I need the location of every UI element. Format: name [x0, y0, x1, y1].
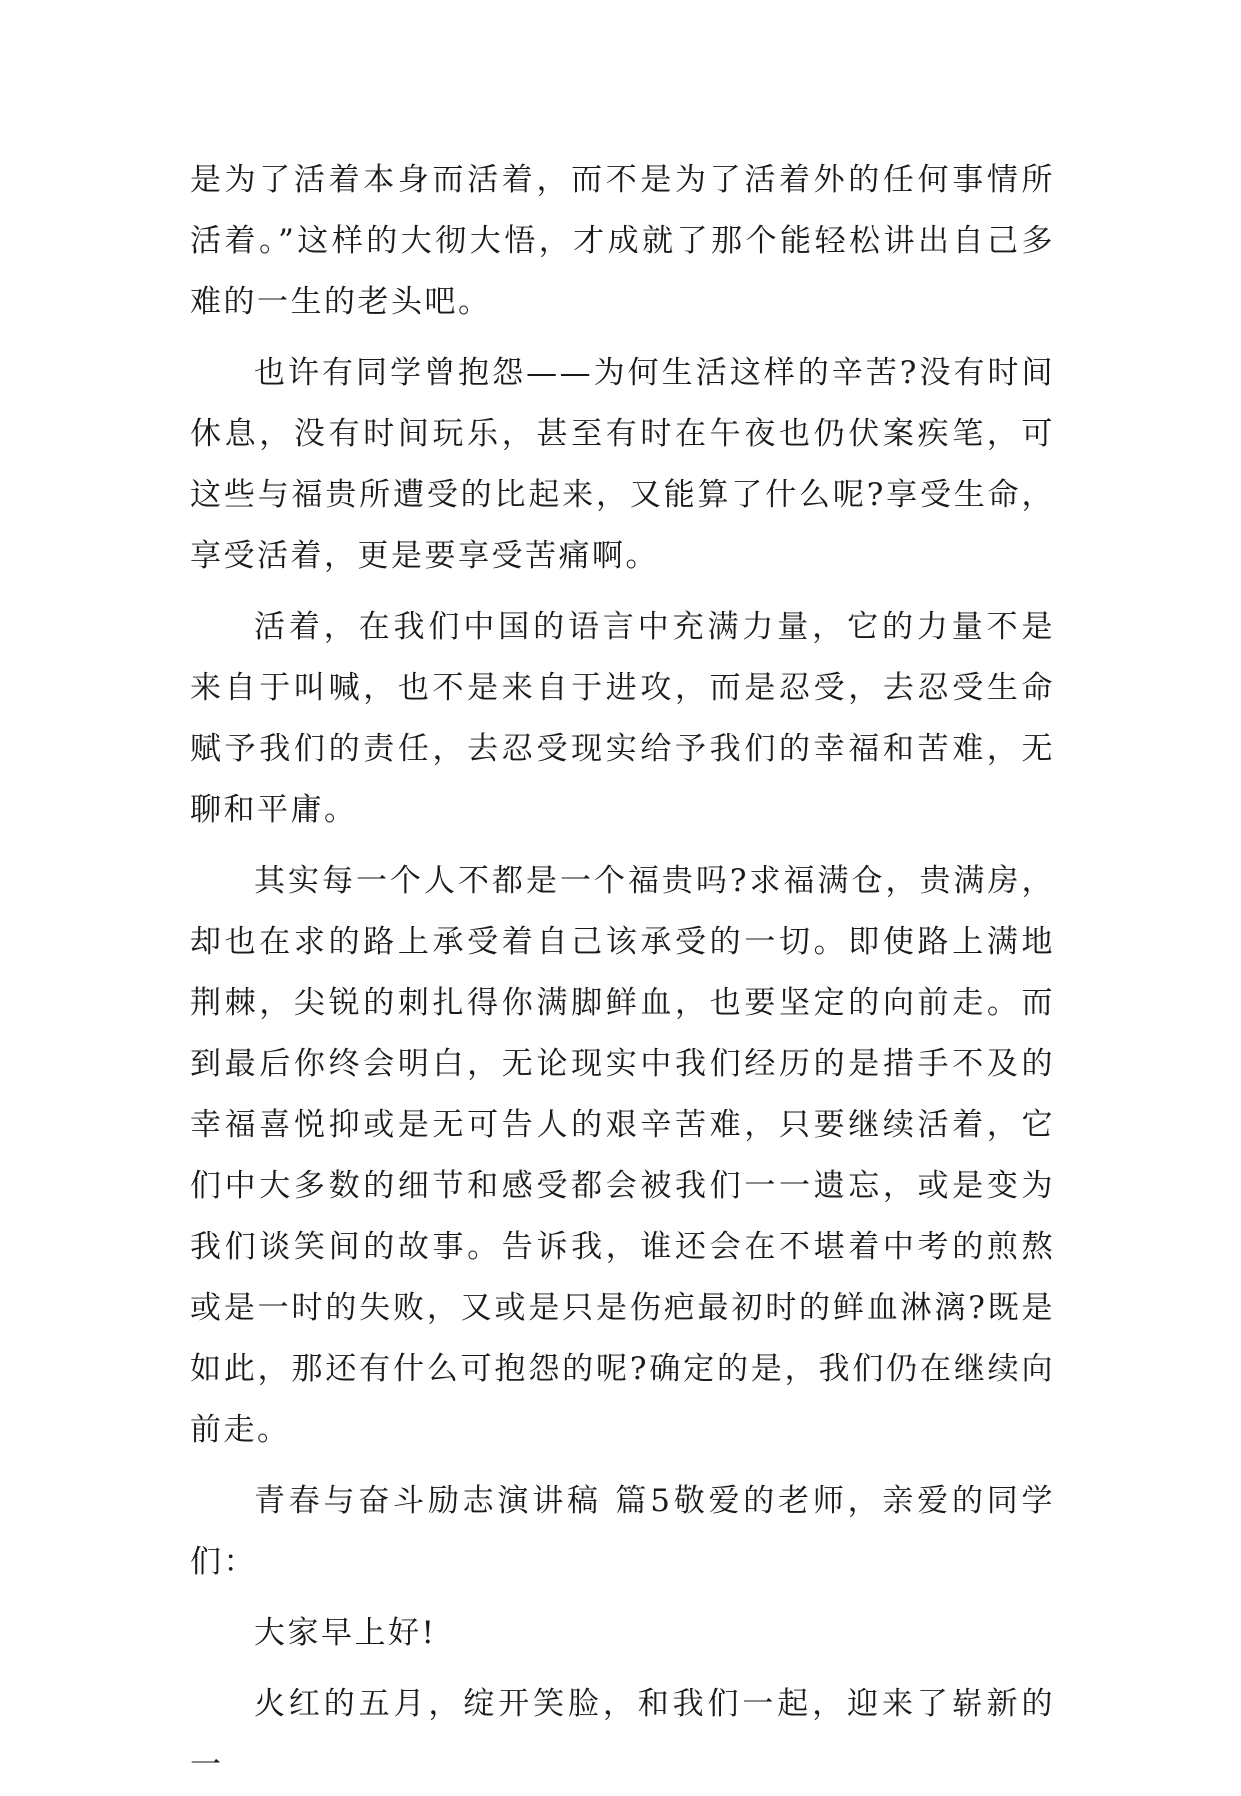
document-body [190, 150, 1055, 1796]
paragraph: 大家早上好! [254, 1615, 437, 1651]
paragraph: 是为了活着本身而活着，而不是为了活着外的任何事情所活着。”这样的大彻大悟，才成就了那个能轻松讲出自己多难的一生的老头吧。 [190, 162, 1055, 320]
paragraph: 其实每一个人不都是一个福贵吗?求福满仓，贵满房，却也在求的路上承受着自己该承受的一切。即使路上满地荆棘，尖锐的刺扎得你满脚鲜血，也要坚定的向前走。而到最后你终会明白，无论现实中我们经历的是措手不及的幸福喜悦抑或是无可告人的艰辛苦难，只要继续活着，它们中大多数的细节和感受都会被我们一一遗忘，或是变为我们谈笑间的故事。告诉我，谁还会在不堪着中考的煎熬或是一时的失败，又或是只是伤疤最初时的鲜血淋漓?既是如此，那还有什么可抱怨的呢?确定的是，我们仍在继续向前走。 [190, 863, 1055, 1448]
paragraph: 也许有同学曾抱怨——为何生活这样的辛苦?没有时间休息，没有时间玩乐，甚至有时在午夜也仍伏案疾笔，可这些与福贵所遭受的比起来，又能算了什么呢?享受生命，享受活着，更是要享受苦痛啊。 [190, 355, 1055, 574]
paragraph: 火红的五月，绽开笑脸，和我们一起，迎来了崭新的一 [190, 1686, 1055, 1783]
paragraph: 青春与奋斗励志演讲稿 篇5敬爱的老师，亲爱的同学们： [190, 1483, 1055, 1580]
paragraph: 活着，在我们中国的语言中充满力量，它的力量不是来自于叫喊，也不是来自于进攻，而是忍受，去忍受生命赋予我们的责任，去忍受现实给予我们的幸福和苦难，无聊和平庸。 [190, 609, 1055, 828]
